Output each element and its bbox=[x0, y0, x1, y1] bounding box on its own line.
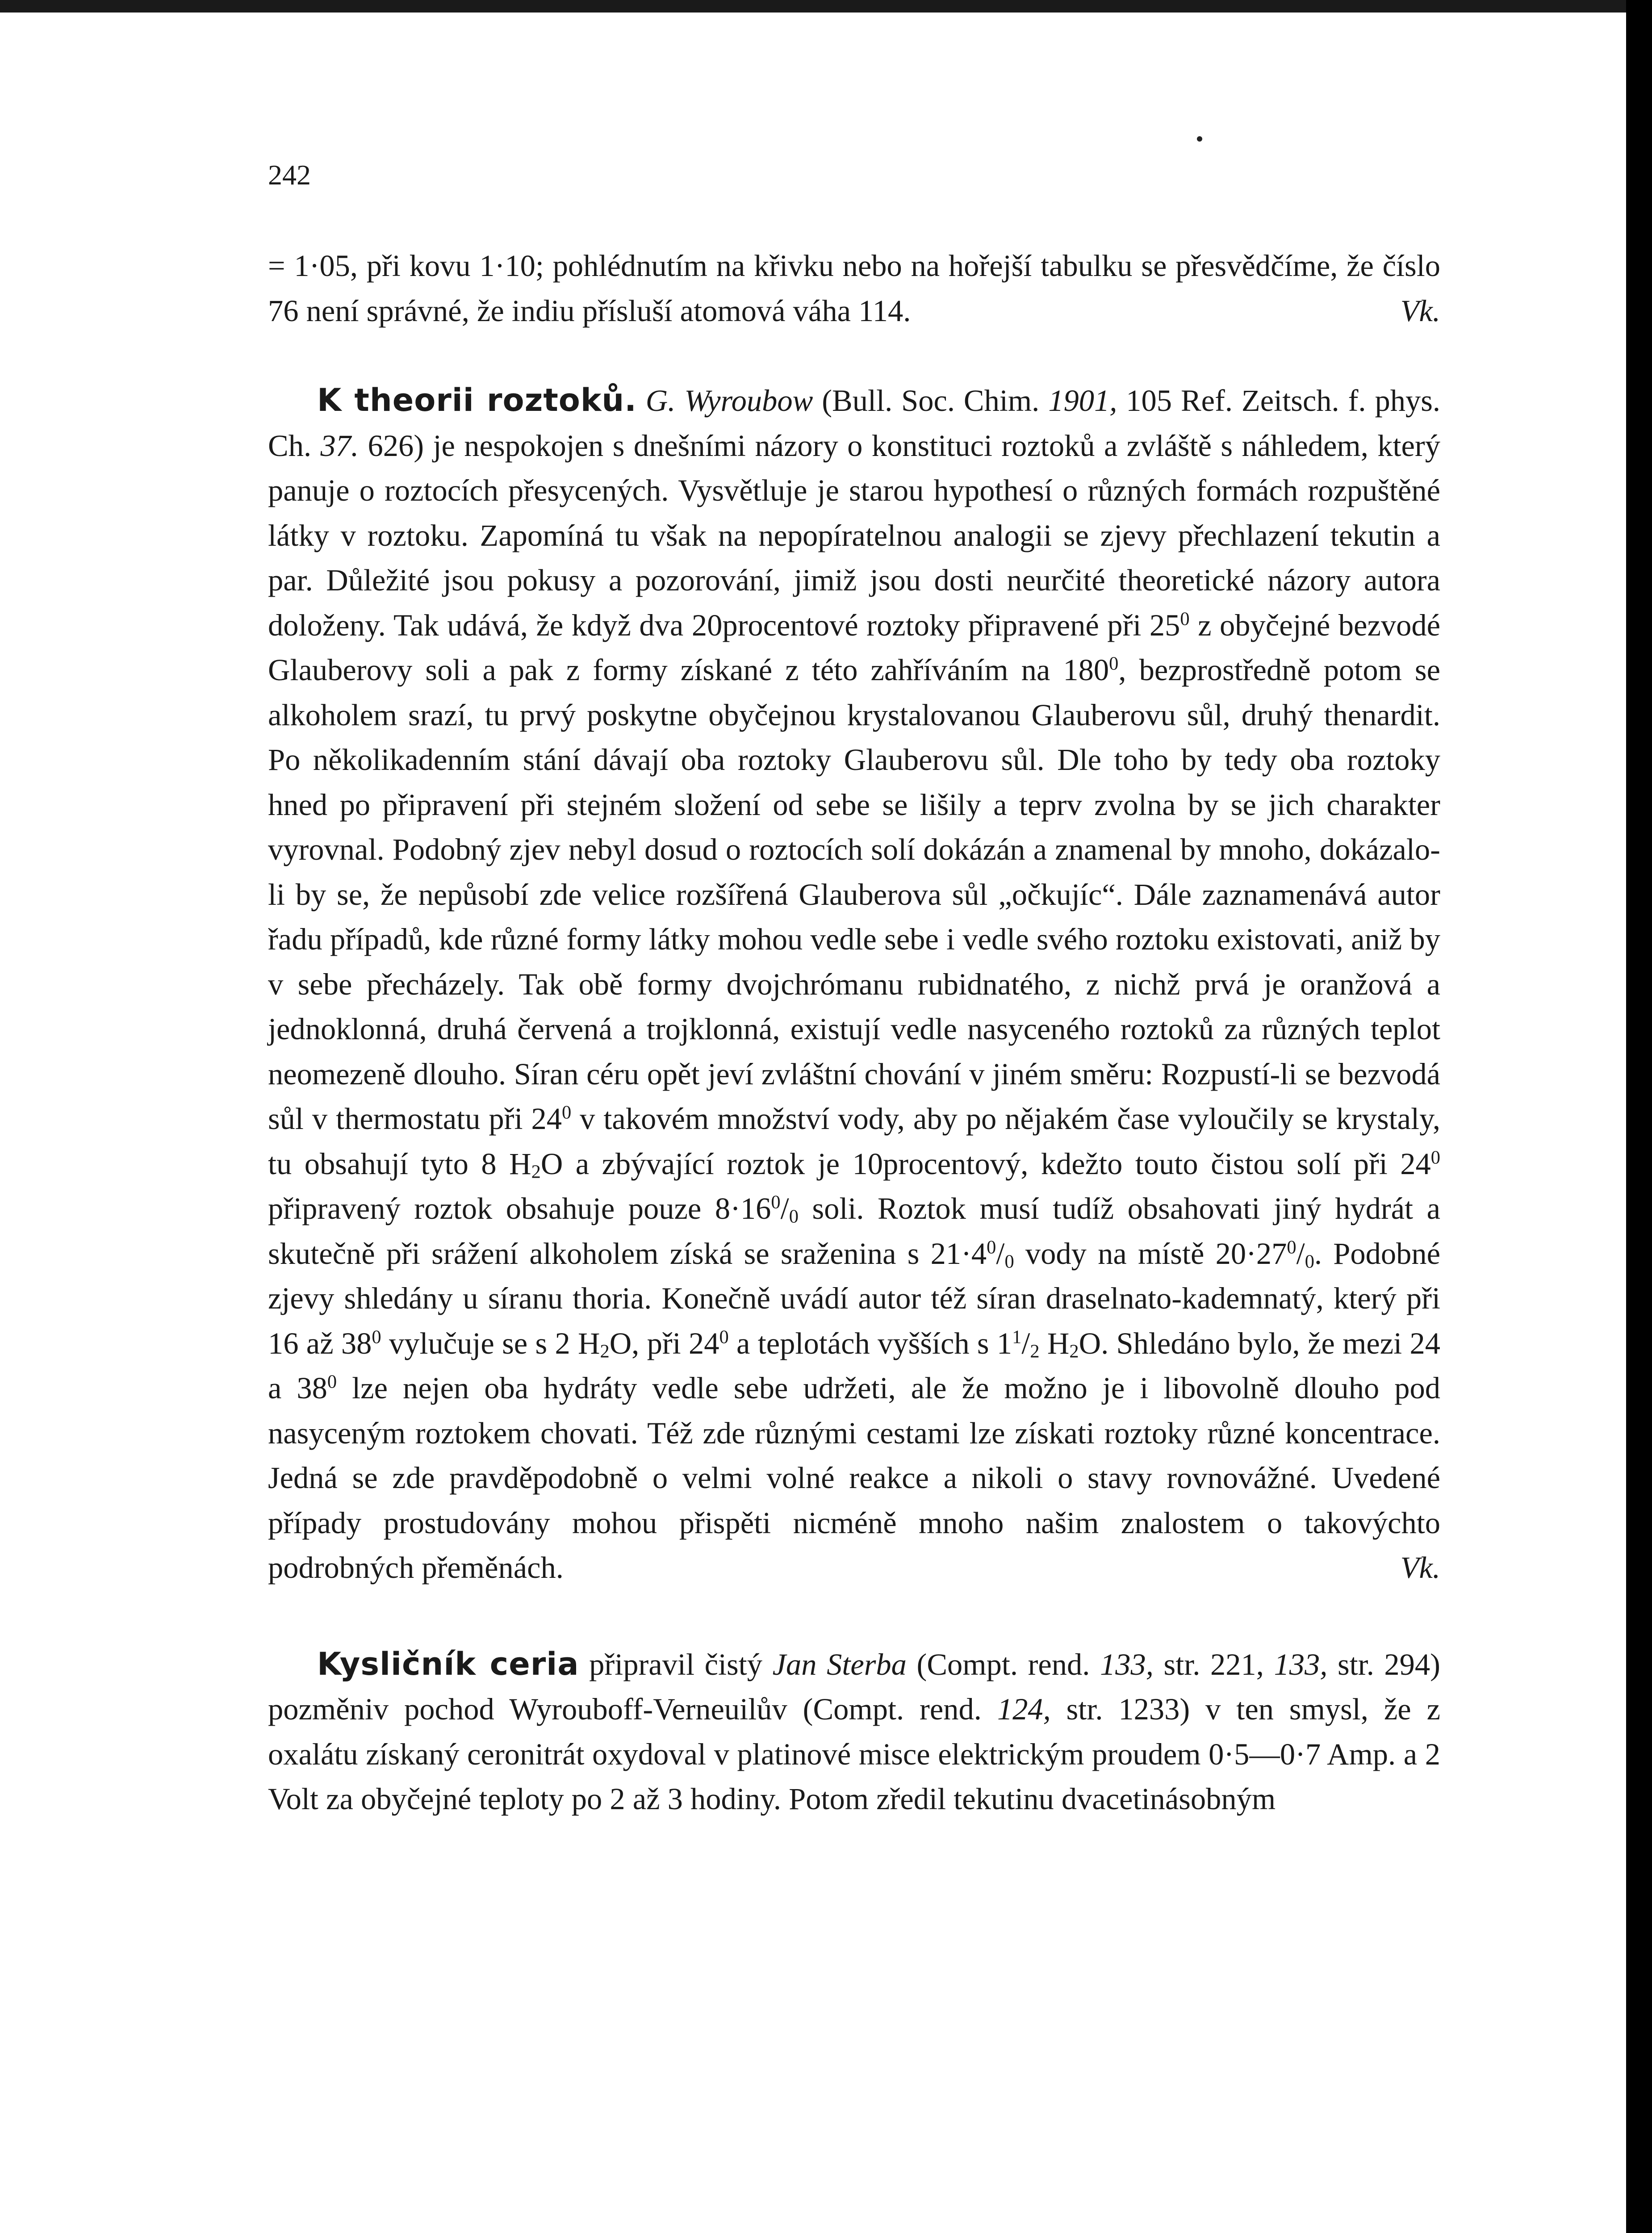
intro-signature: Vk. bbox=[1400, 293, 1440, 328]
article1-text: lze nejen oba hydráty vedle sebe udržeti, ale že možno je i libovolně dlouho pod nasyceným roztokem chovati. Též zde různými cestami lze získati roztoky různé koncentrace. Jedná se zde pravděpodobně o velmi volné reakce a nikoli o stavy rovnovážné. Uvedené případy prostudovány mohou přispěti nicméně mnoho našim znalostem o takovýchto podrobných přeměnách. bbox=[268, 1371, 1441, 1585]
degree-mark: 0 bbox=[561, 1102, 572, 1123]
scan-top-edge bbox=[0, 0, 1652, 13]
article2-text: (Compt. rend. bbox=[906, 1647, 1100, 1681]
article2-volume: 133, bbox=[1100, 1647, 1154, 1681]
article1-citation: (Bull. Soc. Chim. bbox=[822, 384, 1049, 418]
subscript: 2 bbox=[531, 1161, 541, 1182]
article1-text: H bbox=[1039, 1326, 1070, 1360]
degree-mark: 0 bbox=[1430, 1147, 1440, 1168]
article1-citation: 626) bbox=[359, 428, 424, 463]
scan-right-edge bbox=[1626, 0, 1652, 2233]
article1-text: vody na místě 20·27 bbox=[1014, 1236, 1287, 1271]
subscript: 2 bbox=[1069, 1340, 1079, 1362]
article-cerium-oxide bbox=[268, 1642, 1440, 1822]
article1-text: připravený roztok obsahuje pouze 8·16 bbox=[268, 1192, 771, 1225]
percent-sign: $^0/_0$ bbox=[771, 1192, 799, 1227]
article1-citation-volume: 37. bbox=[320, 428, 359, 463]
article1-text: O, při 24 bbox=[609, 1326, 719, 1360]
article2-text: připravil čistý bbox=[579, 1647, 773, 1681]
scan-speck bbox=[1197, 136, 1202, 142]
subscript: 2 bbox=[600, 1340, 610, 1362]
article1-text: je nespokojen s dnešními názory o konstituci roztoků a zvláště s náhledem, který panuje o roztocích přesycených. Vysvětluje je starou hypothesí o různých formách rozpuštěné látky v roztoku. Zapomíná tu však na nepopíratelnou analogii se zjevy přechlazení tekutin a par. Důležité jsou pokusy a pozorování, jimiž jsou dosti neurčité theoretické názory autora doloženy. Tak udává, že když dva 20procentové roztoky připravené při 25 bbox=[268, 428, 1440, 642]
page-number: 242 bbox=[268, 159, 311, 191]
article1-text: v takovém množství vody, aby po nějakém čase vyloučily se krystaly, tu obsahují tyto 8 H bbox=[268, 1102, 1441, 1181]
article2-text: str. 1233) v ten smysl, že z oxalátu získaný ceronitrát oxydoval v platinové misce elektrickým proudem 0·5—0·7 Amp. a 2 Volt za obyčejné teploty po 2 až 3 hodiny. Potom zředil tekutinu dvacetinásobným bbox=[268, 1692, 1440, 1816]
article2-volume: 133, bbox=[1274, 1647, 1328, 1681]
degree-mark: 0 bbox=[327, 1371, 337, 1392]
degree-mark: 0 bbox=[719, 1326, 729, 1348]
article2-text: str. 221, bbox=[1153, 1647, 1274, 1681]
article-theory-of-solutions bbox=[268, 378, 1440, 1590]
article1-citation: 105 Ref. Zeitsch. f. phys. Ch. bbox=[268, 384, 1441, 463]
intro-text: = 1·05, při kovu 1·10; pohlédnutím na křivku nebo na hořejší tabulku se přesvědčíme, že číslo 76 není správné, že indiu přísluší atomová váha 114. bbox=[268, 249, 1440, 328]
article1-citation-year: 1901, bbox=[1048, 384, 1117, 418]
article1-signature: Vk. bbox=[1400, 1551, 1440, 1585]
article1-text: z obyčejné bezvodé Glauberovy soli a pak z formy získané z této zahříváním na 180 bbox=[268, 608, 1441, 687]
degree-mark: 0 bbox=[1180, 608, 1190, 630]
article1-author: G. Wyroubow bbox=[645, 384, 813, 418]
article1-text: . Podobné zjevy shledány u síranu thoria. Konečně uvádí autor též síran draselnato-kademnatý, který při 16 až 38 bbox=[268, 1236, 1441, 1360]
article2-text: str. 294) pozměniv pochod Wyrouboff-Verneuilův (Compt. rend. bbox=[268, 1647, 1440, 1726]
article1-text: a teplotách vyšších s 1 bbox=[728, 1326, 1012, 1360]
article1-text: O a zbývající roztok je 10procentový, kdežto touto čistou solí při 24 bbox=[540, 1146, 1431, 1181]
article1-text: O. Shledáno bylo, že mezi 24 a 38 bbox=[268, 1326, 1441, 1405]
article1-text: , bezprostředně potom se alkoholem srazí, tu prvý poskytne obyčejnou krystalovanou Glauberovu sůl, druhý thenardit. Po několikadenním stání dávají oba roztoky Glauberovu sůl. Dle toho by tedy oba roztoky hned po připravení při stejném složení od sebe se lišily a teprv zvolna by se jich charakter vyrovnal. Podobný zjev nebyl dosud o roztocích solí dokázán a znamenal by mnoho, dokázalo-li by se, že nepůsobí zde velice rozšířená Glauberova sůl „očkujíc“. Dále zaznamenává autor řadu případů, kde různé formy látky mohou vedle sebe i vedle svého roztoku existovati, aniž by v sebe přecházely. Tak obě formy dvojchrómanu rubidnatého, z nichž prvá je oranžová a jednoklonná, druhá červená a trojklonná, existují vedle nasyceného roztoků za různých teplot neomezeně dlouho. Síran céru opět jeví zvláštní chování v jiném směru: Rozpustí-li se bezvodá sůl v thermostatu při 24 bbox=[268, 653, 1440, 1136]
article2-title: Kysličník ceria bbox=[317, 1645, 579, 1682]
degree-mark: 0 bbox=[372, 1326, 381, 1348]
intro-paragraph bbox=[268, 243, 1440, 333]
percent-sign: $^0/_0$ bbox=[1287, 1236, 1314, 1272]
degree-mark: 0 bbox=[1109, 653, 1119, 674]
article1-title: K theorii roztoků. bbox=[317, 382, 637, 418]
fraction-half: $^1/_2$ bbox=[1012, 1326, 1040, 1362]
article2-volume: 124, bbox=[997, 1692, 1051, 1726]
article2-author: Jan Sterba bbox=[772, 1647, 907, 1681]
article1-text: vylučuje se s 2 H bbox=[381, 1326, 600, 1360]
percent-sign: $^0/_0$ bbox=[987, 1236, 1014, 1272]
page-body bbox=[268, 243, 1440, 1822]
article1-text: soli. Roztok musí tudíž obsahovati jiný hydrát a skutečně při srážení alkoholem získá se sraženina s 21·4 bbox=[268, 1192, 1440, 1271]
